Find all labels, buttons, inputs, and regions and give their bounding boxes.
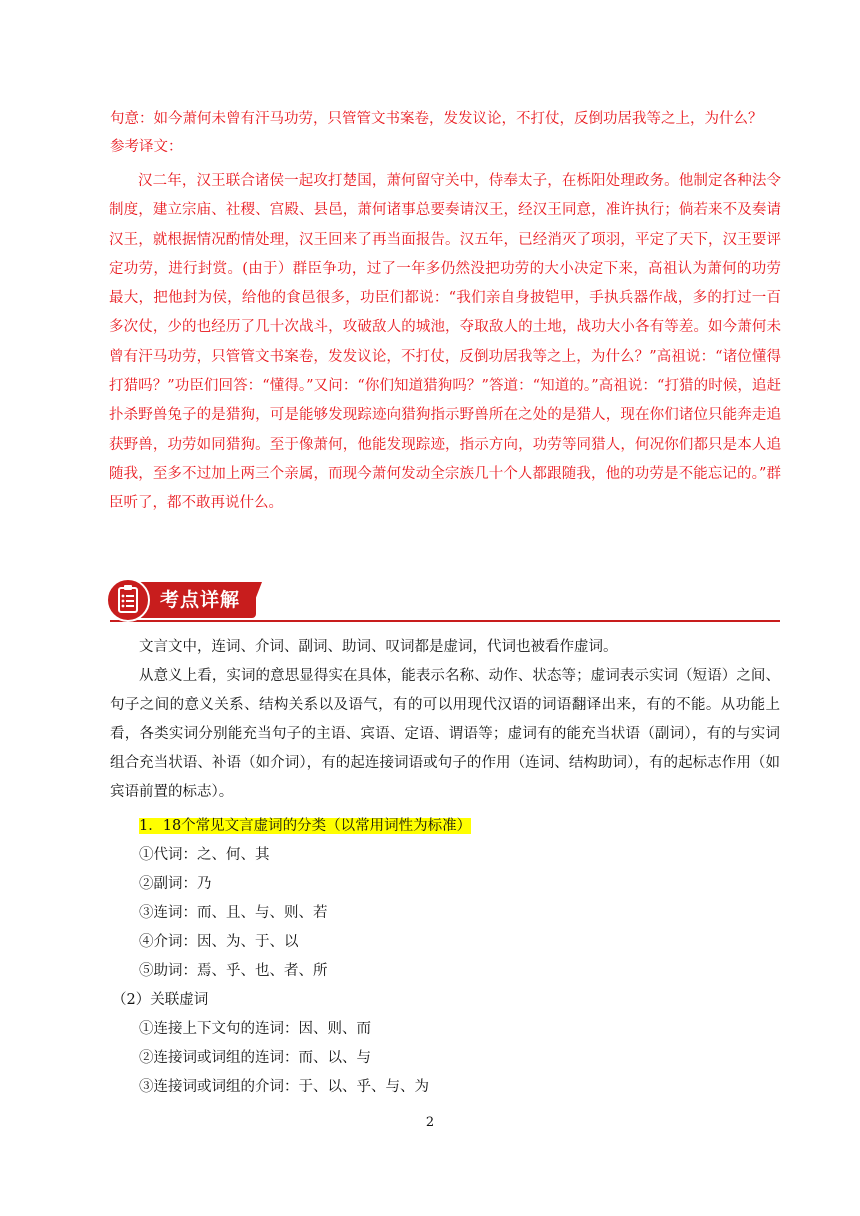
list-item: ④介词：因、为、于、以 [139, 934, 299, 950]
list-item: ③连词：而、且、与、则、若 [139, 905, 328, 921]
banner-underline [110, 620, 780, 622]
clipboard-list-icon [106, 578, 150, 622]
classification-heading [139, 816, 471, 836]
reference-translation-label: 参考译文： [110, 139, 183, 155]
section-banner [110, 578, 780, 624]
list-item: ①连接上下文句的连词：因、则、而 [139, 1021, 371, 1037]
intro-paragraph: 文言文中，连词、介词、副词、助词、叹词都是虚词，代词也被看作虚词。 [139, 639, 618, 655]
list-item: ②连接词或词组的连词：而、以、与 [139, 1050, 371, 1066]
explanation-paragraph: 从意义上看，实词的意思显得实在具体，能表示名称、动作、状态等；虚词表示实词（短语）之间、句子之间的意义关系、结构关系以及语气，有的可以用现代汉语的词语翻译出来，有的不能。从功能上看，各类实词分别能充当句子的主语、宾语、定语、谓语等；虚词有的能充当状语（副词），有的与实词组合充当状语、补语（如介词），有的起连接词语或句子的作用（连词、结构助词），有的起标志作用（如宾语前置的标志）。 [110, 668, 780, 800]
list-item: ①代词：之、何、其 [139, 847, 270, 863]
list-item: ②副词：乃 [139, 876, 212, 892]
reference-translation-text: 汉二年，汉王联合诸侯一起攻打楚国，萧何留守关中，侍奉太子，在栎阳处理政务。他制定各种法令制度，建立宗庙、社稷、宫殿、县邑，萧何诸事总要奏请汉王，经汉王同意，准许执行；倘若来不及奏请汉王，就根据情况酌情处理，汉王回来了再当面报告。汉五年，已经消灭了项羽，平定了天下，汉王要评定功劳，进行封赏。(由于）群臣争功，过了一年多仍然没把功劳的大小决定下来，高祖认为萧何的功劳最大，把他封为侯，给他的食邑很多，功臣们都说：“我们亲自身披铠甲，手执兵器作战，多的打过一百多次仗，少的也经历了几十次战斗，攻破敌人的城池，夺取敌人的土地，战功大小各有等差。如今萧何未曾有汗马功劳，只管管文书案卷，发发议论，不打仗，反倒功居我等之上，为什么？”高祖说：“诸位懂得打猎吗？”功臣们回答：“懂得。”又问：“你们知道猎狗吗？”答道：“知道的。”高祖说：“打猎的时候，追赶扑杀野兽兔子的是猎狗，可是能够发现踪迹向猎狗指示野兽所在之处的是猎人，现在你们诸位只能奔走追获野兽，功劳如同猎狗。至于像萧何，他能发现踪迹，指示方向，功劳等同猎人，何况你们都只是本人追随我，至多不过加上两三个亲属，而现今萧何发动全宗族几十个人都跟随我，他的功劳是不能忘记的。”群臣听了，都不敢再说什么。 [109, 173, 781, 512]
list-item: ⑤助词：焉、乎、也、者、所 [139, 963, 328, 979]
page-number: 2 [425, 1115, 435, 1130]
section-title: 考点详解 [160, 589, 241, 611]
related-function-words-heading: （2）关联虚词 [112, 992, 209, 1008]
sentence-meaning: 句意：如今萧何未曾有汗马功劳，只管管文书案卷，发发议论，不打仗，反倒功居我等之上，为什么？ [110, 111, 763, 127]
list-item: ③连接词或词组的介词：于、以、乎、与、为 [139, 1079, 429, 1095]
banner-tail [248, 582, 262, 618]
classification-heading-text: 1．18个常见文言虚词的分类（以常用词性为标准） [139, 818, 472, 834]
